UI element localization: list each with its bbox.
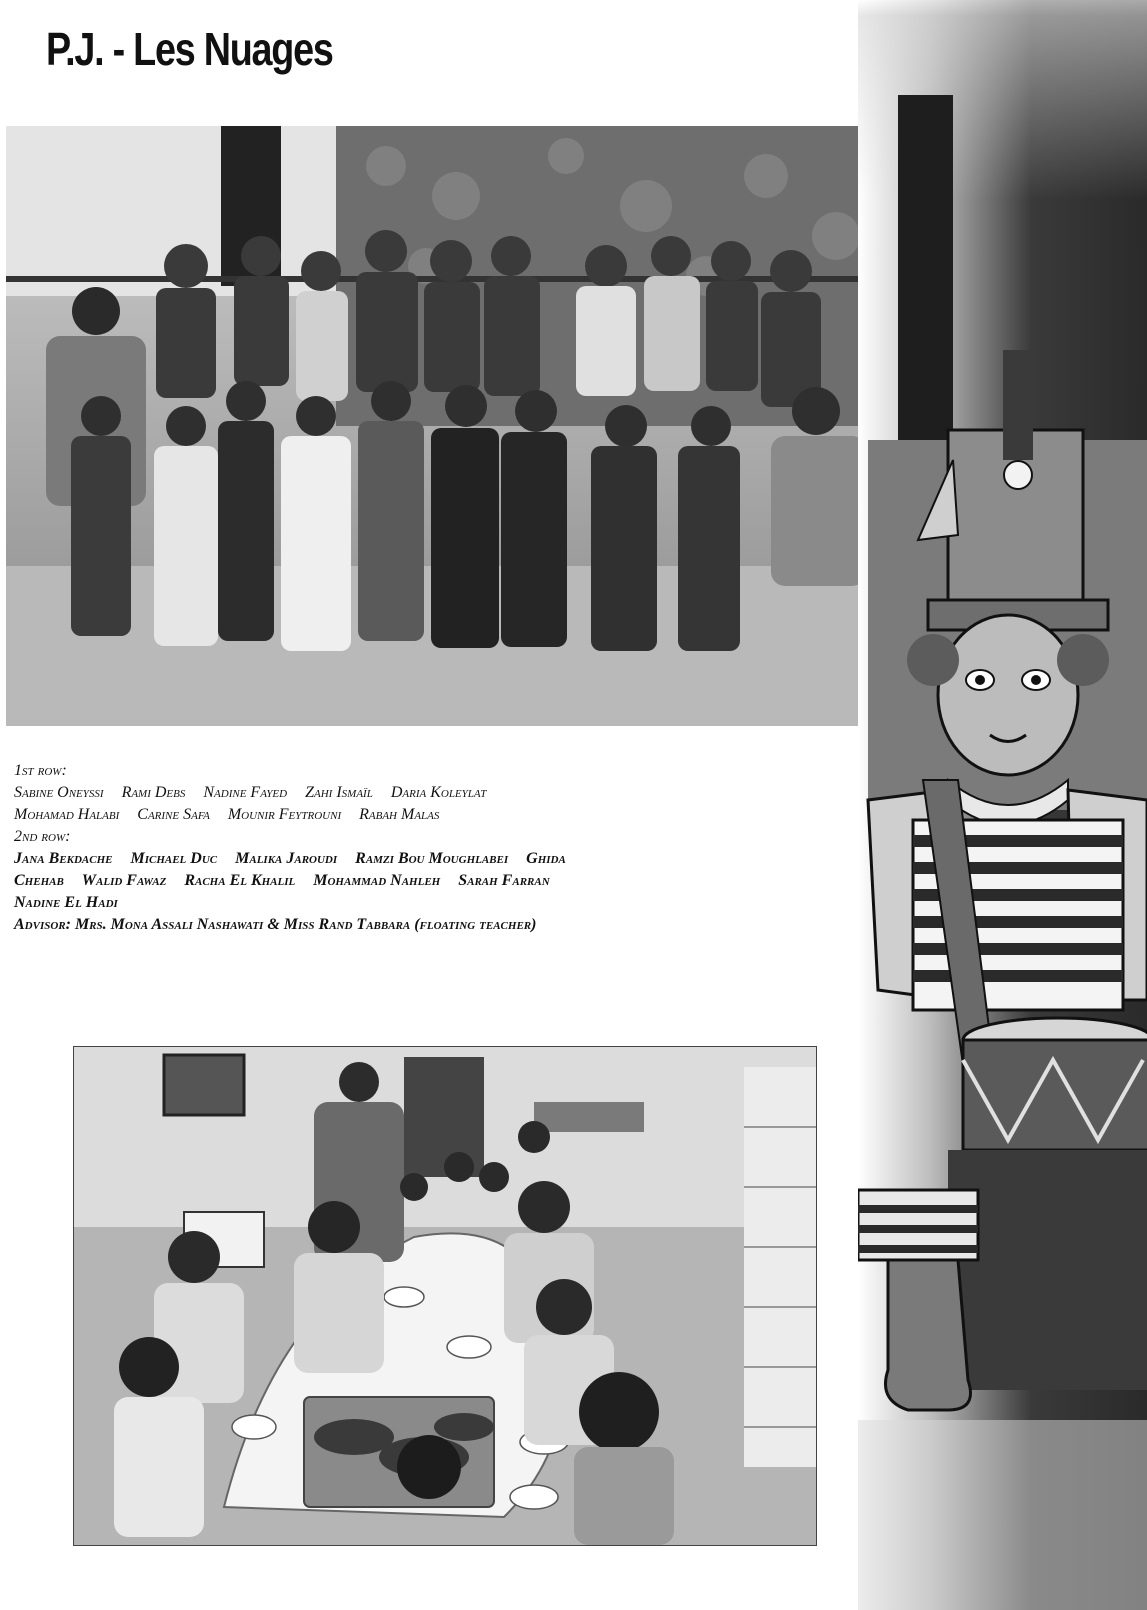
name-jana-bekdache: Jana Bekdache bbox=[14, 850, 113, 867]
name-ramzi-bou-moughlabei: Ramzi Bou Moughlabei bbox=[355, 850, 509, 867]
name-mohammad-nahleh: Mohammad Nahleh bbox=[313, 872, 441, 889]
row1-heading: 1st row: bbox=[14, 762, 67, 779]
name-ghida: Ghida bbox=[526, 850, 566, 867]
page-title: P.J. - Les Nuages bbox=[46, 23, 333, 75]
drummer-icon bbox=[858, 0, 1147, 1610]
row2-names-line3 bbox=[14, 892, 754, 914]
row1-names-line1 bbox=[14, 782, 754, 804]
name-carine-safa: Carine Safa bbox=[137, 806, 210, 823]
name-chehab: Chehab bbox=[14, 872, 64, 889]
row2-heading: 2nd row: bbox=[14, 828, 71, 845]
name-walid-fawaz: Walid Fawaz bbox=[81, 872, 167, 889]
name-rami-debs: Rami Debs bbox=[121, 784, 186, 801]
name-rabah-malas: Rabah Malas bbox=[359, 806, 440, 823]
name-zahi-ismail: Zahi Ismaïl bbox=[305, 784, 373, 801]
classroom-photo bbox=[73, 1046, 817, 1546]
group-photo-image bbox=[6, 126, 890, 726]
name-mounir-feytrouni: Mounir Feytrouni bbox=[227, 806, 342, 823]
name-sarah-farran: Sarah Farran bbox=[458, 872, 550, 889]
name-racha-el-khalil: Racha El Khalil bbox=[184, 872, 296, 889]
name-michael-duc: Michael Duc bbox=[130, 850, 218, 867]
name-daria-koleylat: Daria Koleylat bbox=[390, 784, 487, 801]
classroom-photo-image bbox=[74, 1047, 816, 1545]
row1-names-line2 bbox=[14, 804, 754, 826]
group-photo bbox=[6, 126, 890, 726]
name-nadine-fayed: Nadine Fayed bbox=[203, 784, 288, 801]
name-sabine-oneyssi: Sabine Oneyssi bbox=[14, 784, 104, 801]
row2-names-line1 bbox=[14, 848, 754, 870]
name-malika-jaroudi: Malika Jaroudi bbox=[235, 850, 338, 867]
advisor-line: Advisor: Mrs. Mona Assali Nashawati & Miss Rand Tabbara (floating teacher) bbox=[14, 916, 537, 933]
drummer-illustration bbox=[858, 0, 1147, 1610]
row2-names-line2 bbox=[14, 870, 754, 892]
name-nadine-el-hadi: Nadine El Hadi bbox=[14, 894, 118, 911]
name-mohamad-halabi: Mohamad Halabi bbox=[14, 806, 120, 823]
caption-block bbox=[14, 760, 754, 936]
